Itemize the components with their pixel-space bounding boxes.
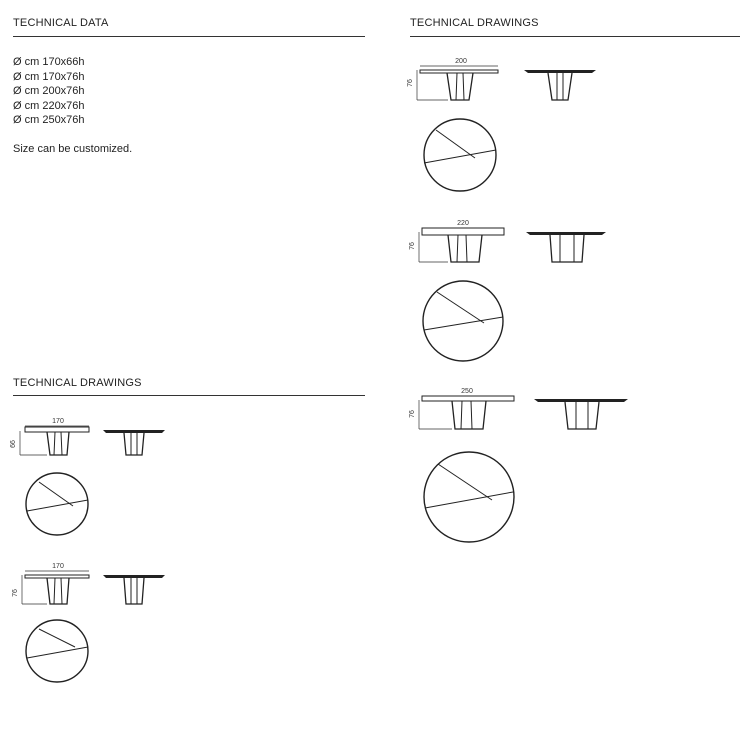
width-dimension-label: 170	[52, 563, 64, 570]
plan-view	[424, 119, 496, 191]
front-elevation-view	[524, 70, 596, 100]
customization-note: Size can be customized.	[13, 143, 133, 155]
size-list	[13, 55, 85, 128]
width-dimension-label: 170	[52, 418, 64, 425]
table-drawing-170-76	[5, 555, 175, 685]
technical-data-title: TECHNICAL DATA	[13, 17, 109, 29]
side-elevation-view	[409, 220, 504, 262]
height-dimension-label: 76	[407, 79, 414, 87]
plan-view	[423, 281, 503, 361]
size-item: Ø cm 170x76h	[13, 70, 85, 83]
table-drawing-250	[400, 380, 640, 550]
side-elevation-view	[409, 388, 514, 429]
width-dimension-label: 250	[461, 388, 473, 395]
plan-view	[26, 473, 88, 535]
width-dimension-label: 200	[455, 58, 467, 65]
height-dimension-label: 76	[409, 242, 416, 250]
height-dimension-label: 66	[10, 440, 17, 448]
height-dimension-label: 76	[409, 410, 416, 418]
front-elevation-view	[526, 232, 606, 262]
plan-view	[26, 620, 88, 682]
size-item: Ø cm 170x66h	[13, 56, 85, 68]
size-item: Ø cm 220x76h	[13, 99, 85, 112]
size-item: Ø cm 200x76h	[13, 85, 85, 97]
technical-data-divider	[13, 36, 365, 37]
front-elevation-view	[103, 575, 165, 604]
table-drawing-220	[400, 212, 615, 367]
side-elevation-view	[10, 418, 89, 455]
technical-drawings-title-right: TECHNICAL DRAWINGS	[410, 17, 539, 29]
table-drawing-170-66	[5, 410, 175, 540]
technical-drawings-divider-left	[13, 395, 365, 396]
front-elevation-view	[103, 430, 165, 455]
size-item: Ø cm 250x76h	[13, 114, 85, 126]
side-elevation-view	[407, 58, 498, 100]
table-drawing-200	[400, 50, 610, 195]
plan-view	[424, 452, 514, 542]
technical-drawings-title-left: TECHNICAL DRAWINGS	[13, 377, 142, 389]
technical-drawings-divider-right	[410, 36, 740, 37]
front-elevation-view	[534, 399, 628, 429]
height-dimension-label: 76	[12, 589, 19, 597]
width-dimension-label: 220	[457, 220, 469, 227]
side-elevation-view	[12, 563, 89, 604]
